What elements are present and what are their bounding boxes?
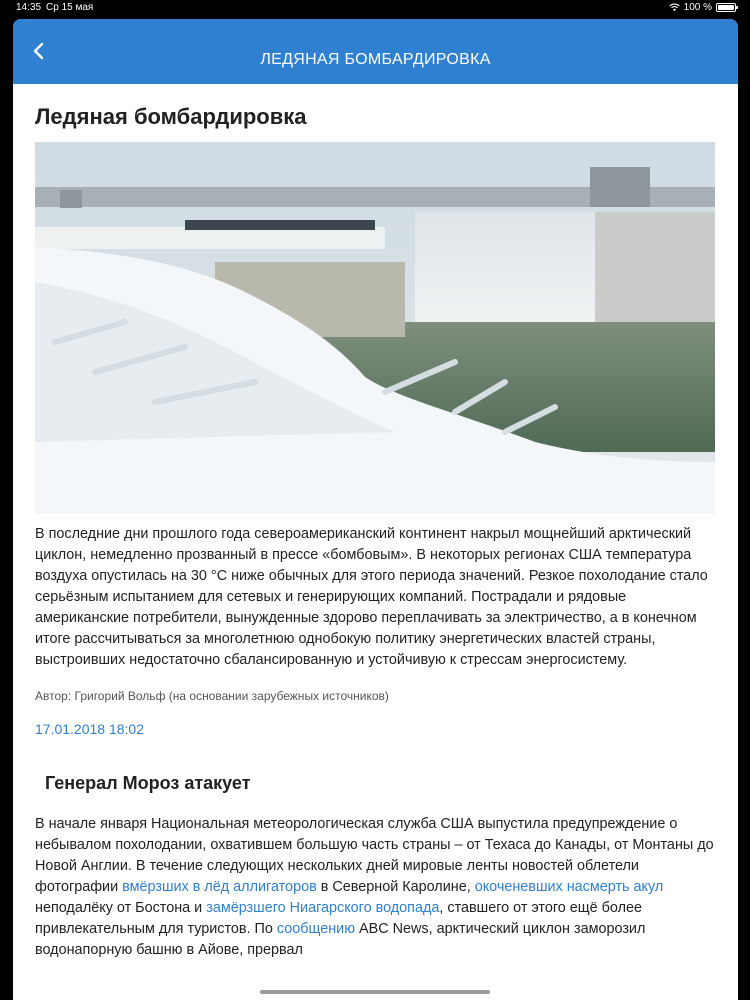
paragraph-2-text-4: , ставшего от этого ещё более привлекательным для туристов. По [35, 900, 642, 937]
battery-percent: 100 % [683, 2, 712, 13]
status-bar [0, 0, 750, 16]
article-paragraph-1: В последние дни прошлого года североамериканский континент накрыл мощнейший арктический циклон, немедленно прозванный в прессе «бомбовым». В некоторых регионах США температура воздуха опустилась на 30 °С ниже обычных для этого периода значений. Резкое похолодание стало серьёзным испытанием для сетевых и генерирующих компаний. Пострадали и рядовые американские потребители, вынужденные здорово переплачивать за электричество, а в конечном итоге рассчитываться за многолетнюю однобокую политику энергетических властей страны, выстроивших недостаточно сбалансированную и устойчивую к стрессам энергосистему. [35, 526, 708, 668]
wifi-icon [669, 3, 680, 12]
paragraph-2-text-3: неподалёку от Бостона и [35, 900, 207, 916]
paragraph-2-text-2: в Северной Каролине, [316, 879, 475, 895]
article-paragraph-2 [35, 814, 716, 961]
paragraph-2-text-1: В начале января Национальная метеорологическая служба США выпустила предупреждение о небывалом похолодании, охватившем большую часть страны – от Техаса до Канады, от Монтаны до Новой Англии. В течение следующих нескольких дней мировые ленты новостей облетели фотографии [35, 816, 714, 895]
paragraph-2-text-5: ABC News, арктический циклон заморозил водонапорную башню в Айове, прервал [35, 921, 646, 958]
article-author: Автор: Григорий Вольф (на основании зарубежных источников) [35, 689, 389, 703]
battery-fill [718, 5, 734, 10]
link-alligators[interactable]: вмёрзших в лёд аллигаторов [122, 879, 317, 895]
link-niagara[interactable]: замёрзшего Ниагарского водопада [206, 900, 440, 916]
app-window [13, 19, 738, 1000]
article-content [13, 84, 738, 1000]
status-time: 14:35 [16, 2, 42, 13]
hero-image-frozen-waterfall [35, 142, 715, 514]
link-report[interactable]: сообщению [276, 921, 355, 937]
status-date: Ср 15 мая [46, 2, 94, 13]
section-title: Генерал Мороз атакует [45, 773, 251, 793]
link-sharks[interactable]: окоченевших насмерть акул [474, 879, 664, 895]
battery-icon [716, 3, 736, 12]
article-date: 17.01.2018 18:02 [35, 721, 144, 737]
article-title: Ледяная бомбардировка [35, 104, 307, 129]
status-right [669, 2, 736, 13]
home-indicator[interactable] [260, 990, 490, 994]
nav-bar [13, 19, 738, 84]
nav-title: ЛЕДЯНАЯ БОМБАРДИРОВКА [260, 51, 491, 68]
